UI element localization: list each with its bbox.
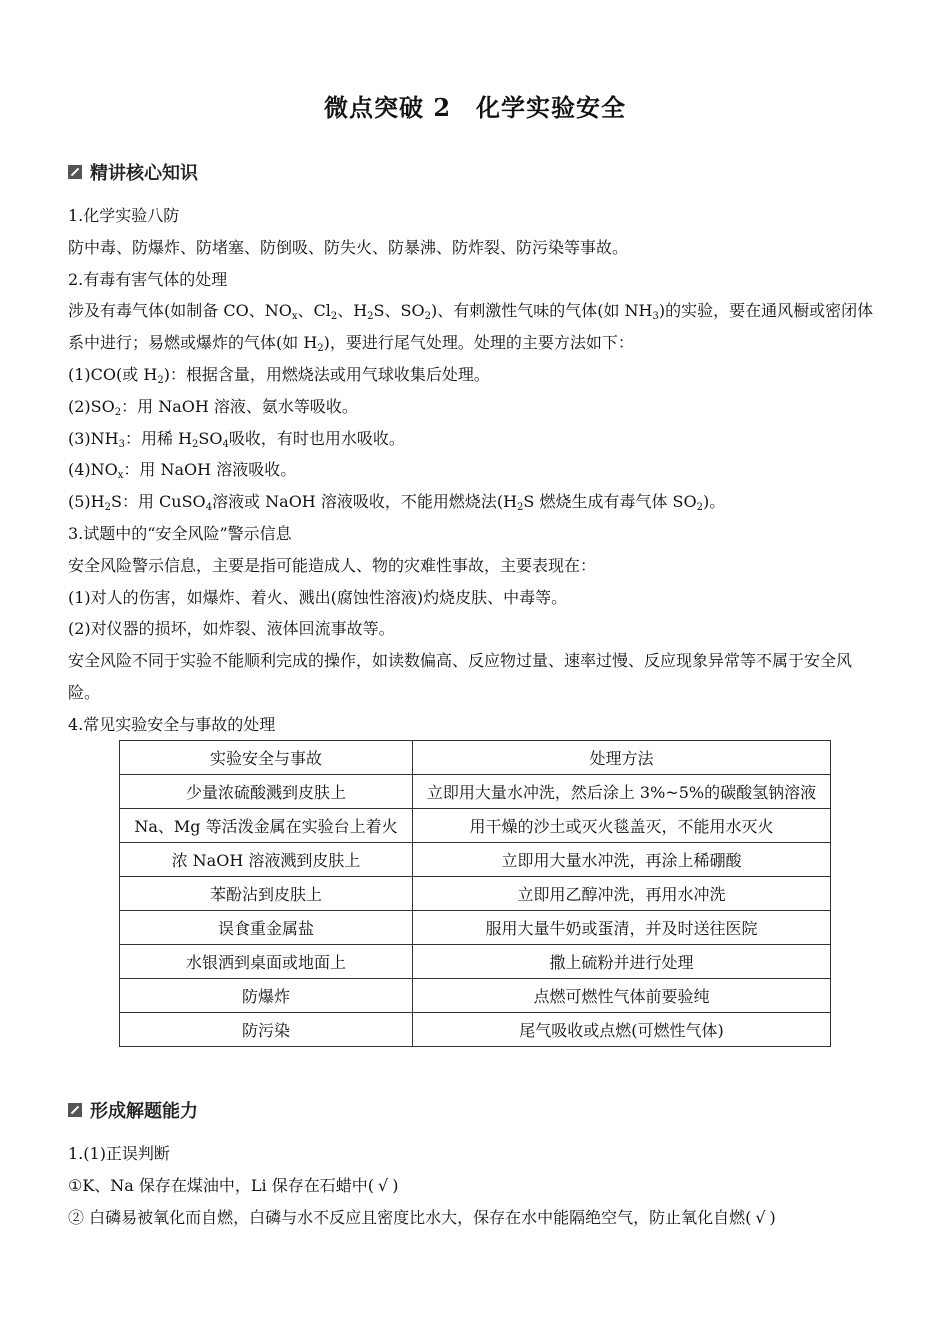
- section-heading-label: 形成解题能力: [90, 1101, 198, 1122]
- section-heading-label: 精讲核心知识: [90, 163, 198, 184]
- table-cell: 立即用大量水冲洗，然后涂上 3%~5%的碳酸氢钠溶液: [412, 775, 830, 809]
- item-so2: $(2)SO_2$：用 NaOH 溶液、氨水等吸收。: [68, 396, 358, 418]
- item-nh3: $(3)NH_3$：用稀 $H_2SO_4$吸收，有时也用水吸收。: [68, 428, 405, 450]
- table-cell: 少量浓硫酸溅到皮肤上: [120, 775, 413, 809]
- table-cell: Na、Mg 等活泼金属在实验台上着火: [120, 809, 413, 843]
- heading-accident-handling: 4.常见实验安全与事故的处理: [68, 714, 276, 734]
- section-heading-knowledge: [68, 159, 198, 185]
- knowledge-body: [68, 200, 883, 741]
- heading-eight-precautions: 1.化学实验八防: [68, 206, 180, 225]
- table-row: [120, 979, 831, 1013]
- table-cell: 点燃可燃性气体前要验纯: [412, 979, 830, 1013]
- exercise-question: 1.(1)正误判断: [68, 1144, 170, 1163]
- table-row: [120, 775, 831, 809]
- table-cell: 防污染: [120, 1013, 413, 1047]
- table-cell: 用干燥的沙土或灭火毯盖灭，不能用水灭火: [412, 809, 830, 843]
- table-row: [120, 809, 831, 843]
- pencil-icon: [68, 1103, 82, 1117]
- item-harm-instruments: (2)对仪器的损坏，如炸裂、液体回流事故等。: [68, 619, 395, 639]
- exercise-body: [68, 1138, 883, 1233]
- item-nox: $(4)NO_x$：用 NaOH 溶液吸收。: [68, 460, 297, 482]
- table-header-row: [120, 741, 831, 775]
- section-heading-ability: [68, 1097, 198, 1123]
- heading-safety-risk: 3.试题中的“安全风险”警示信息: [68, 523, 292, 543]
- table-cell: 误食重金属盐: [120, 911, 413, 945]
- item-co: (1)CO(或 $H_2$)：根据含量，用燃烧法或用气球收集后处理。: [68, 364, 490, 386]
- table-cell: 立即用乙醇冲洗，再用水冲洗: [412, 877, 830, 911]
- table-cell: 防爆炸: [120, 979, 413, 1013]
- table-header-cell: 实验安全与事故: [120, 741, 413, 775]
- check-mark: √: [755, 1207, 766, 1227]
- exercise-item-2: ② 白磷易被氧化而自燃，白磷与水不反应且密度比水大，保存在水中能隔绝空气，防止氧化自燃( √ ): [68, 1207, 776, 1227]
- table-row: [120, 843, 831, 877]
- check-mark: √: [378, 1175, 389, 1195]
- page-title: 微点突破 2 化学实验安全: [323, 93, 627, 122]
- table-cell: 尾气吸收或点燃(可燃性气体): [412, 1013, 830, 1047]
- table-cell: 撒上硫粉并进行处理: [412, 945, 830, 979]
- item-harm-people: (1)对人的伤害，如爆炸、着火、溅出(腐蚀性溶液)灼烧皮肤、中毒等。: [68, 587, 568, 607]
- table-cell: 服用大量牛奶或蛋清，并及时送往医院: [412, 911, 830, 945]
- table-row: [120, 945, 831, 979]
- table-cell: 苯酚沾到皮肤上: [120, 877, 413, 911]
- table-row: [120, 1013, 831, 1047]
- table-row: [120, 877, 831, 911]
- table-cell: 水银洒到桌面或地面上: [120, 945, 413, 979]
- table-cell: 浓 NaOH 溶液溅到皮肤上: [120, 843, 413, 877]
- table-header-cell: 处理方法: [412, 741, 830, 775]
- paragraph-toxic-gas: 涉及有毒气体(如制备 CO、$NO_x$、$Cl_2$、$H_2S$、$SO_2$)、有刺激性气味的气体(如 $NH_3$)的实验，要在通风橱或密闭体系中进行；易燃或爆炸的气体(如 $H_2$)，要进行尾气处理。处理的主要方法如下：: [68, 301, 874, 355]
- safety-table: [119, 740, 831, 1047]
- paragraph-eight-precautions: 防中毒、防爆炸、防堵塞、防倒吸、防失火、防暴沸、防炸裂、防污染等事故。: [68, 237, 629, 257]
- pencil-icon: [68, 165, 82, 179]
- item-h2s: $(5)H_2S$：用 CuSO$_4$溶液或 NaOH 溶液吸收，不能用燃烧法($H_2S$ 燃烧生成有毒气体 $SO_2$)。: [68, 492, 726, 514]
- exercise-item-1: ①K、Na 保存在煤油中，Li 保存在石蜡中( √ ): [68, 1175, 399, 1195]
- paragraph-safety-risk: 安全风险警示信息，主要是指可能造成人、物的灾难性事故，主要表现在：: [68, 555, 597, 575]
- table-cell: 立即用大量水冲洗，再涂上稀硼酸: [412, 843, 830, 877]
- table-row: [120, 911, 831, 945]
- heading-toxic-gas: 2.有毒有害气体的处理: [68, 269, 228, 289]
- paragraph-not-safety-risk: 安全风险不同于实验不能顺利完成的操作，如读数偏高、反应物过量、速率过慢、反应现象异常等不属于安全风险。: [68, 651, 853, 702]
